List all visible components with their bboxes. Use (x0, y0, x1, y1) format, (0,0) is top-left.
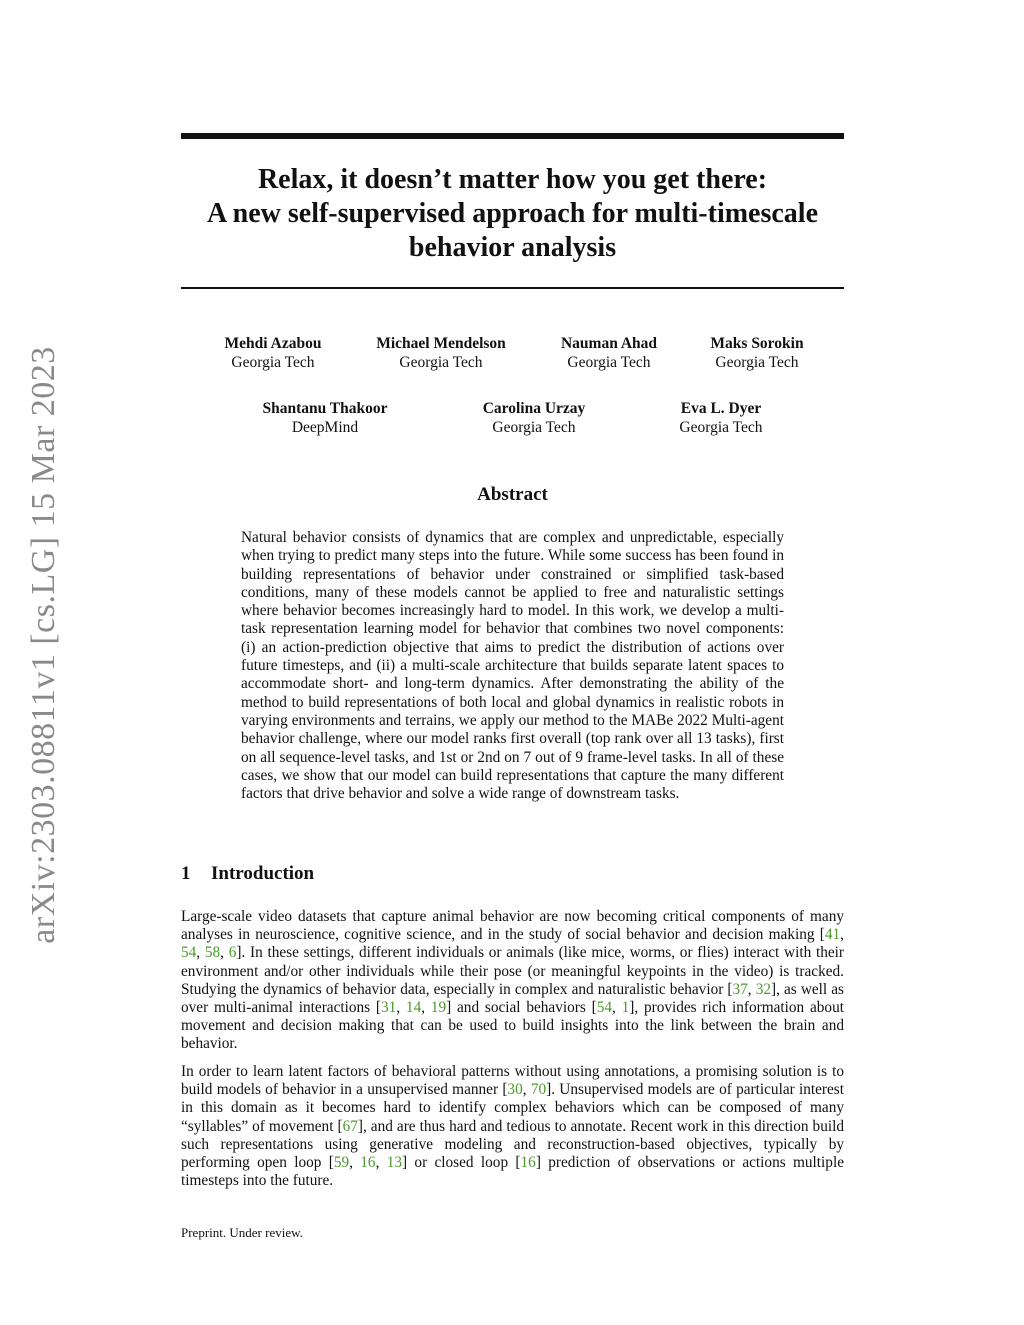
section-number: 1 (181, 863, 191, 884)
body-text: , (196, 944, 205, 962)
intro-paragraph-2 (181, 1063, 844, 1190)
body-text: , (522, 1081, 531, 1099)
author-name: Mehdi Azabou (224, 335, 322, 352)
citation-link[interactable]: 19 (430, 999, 447, 1017)
body-text: , (840, 926, 844, 944)
body-text: Large-scale video datasets that capture animal behavior are now becoming critical components of many analyses in neuroscience, cognitive science, and in the study of social behavior and decision making [ (181, 908, 844, 944)
author-affiliation: Georgia Tech (567, 354, 651, 371)
body-text: , (421, 999, 431, 1017)
footer-note: Preprint. Under review. (181, 1225, 303, 1240)
author-name: Shantanu Thakoor (262, 400, 388, 417)
author-name: Maks Sorokin (710, 335, 804, 352)
body-text: ], provides rich information about movement and decision making that can be used to build insights into the link between the brain and behavior. (181, 999, 844, 1053)
body-text: ] and social behaviors [ (446, 999, 597, 1017)
abstract-heading: Abstract (477, 484, 548, 505)
author-affiliation: Georgia Tech (231, 354, 315, 371)
author-block (225, 399, 425, 437)
body-text: ] prediction of observations or actions multiple timesteps into the future. (181, 1154, 844, 1190)
citation-link[interactable]: 31 (381, 999, 397, 1017)
body-text: , (349, 1154, 361, 1172)
author-name: Carolina Urzay (482, 400, 586, 417)
body-text: ]. In these settings, different individuals or animals (like mice, worms, or flies) interact with their environment and/or other individuals while their pose (or meaningful keypoints in the video) is tracked. Studying the dynamics of behavior data, especially in complex and naturalistic behavior [ (181, 944, 844, 998)
author-affiliation: Georgia Tech (399, 354, 483, 371)
citation-link[interactable]: 54 (596, 999, 612, 1017)
author-block (657, 334, 857, 372)
title-line-2: A new self-supervised approach for multi-timescale (206, 198, 819, 229)
title-top-rule (181, 133, 844, 139)
body-text: , (220, 944, 229, 962)
citation-link[interactable]: 54 (181, 944, 197, 962)
title-line-1: Relax, it doesn’t matter how you get there: (257, 164, 768, 195)
author-affiliation: DeepMind (291, 419, 359, 436)
section-heading (181, 863, 844, 885)
citation-link[interactable]: 1 (621, 999, 630, 1017)
body-text: ] or closed loop [ (402, 1154, 521, 1172)
body-text: In order to learn latent factors of behavioral patterns without using annotations, a promising solution is to build models of behavior in a unsupervised manner [ (181, 1063, 844, 1099)
citation-link[interactable]: 59 (333, 1154, 350, 1172)
citation-link[interactable]: 16 (520, 1154, 536, 1172)
body-text: , (611, 999, 622, 1017)
paper-title (181, 163, 844, 265)
author-affiliation: Georgia Tech (492, 419, 576, 436)
citation-link[interactable]: 14 (405, 999, 422, 1017)
title-line-3: behavior analysis (408, 232, 617, 263)
abstract-text: Natural behavior consists of dynamics that are complex and unpredictable, especially when trying to predict many steps into the future. While some success has been found in building representations of behavior under constrained or simplified task-based conditions, many of these models cannot be applied to free and naturalistic settings where behavior becomes increasingly hard to model. In this work, we develop a multi-task representation learning model for behavior that combines two novel components: (i) an action-prediction objective that aims to predict the distribution of actions over future timesteps, and (ii) a multi-scale architecture that builds separate latent spaces to accommodate short- and long-term dynamics. After demonstrating the ability of the method to build representations of both local and global dynamics in realistic robots in varying environments and terrains, we apply our method to the MABe 2022 Multi-agent behavior challenge, where our model ranks first overall (top rank over all 13 tasks), first on all sequence-level tasks, and 1st or 2nd on 7 out of 9 frame-level tasks. In all of these cases, we show that our model can build representations that capture the many different factors that drive behavior and solve a wide range of downstream tasks. (241, 529, 784, 803)
citation-link[interactable]: 16 (360, 1154, 376, 1172)
author-name: Eva L. Dyer (680, 400, 762, 417)
section-title: Introduction (211, 863, 315, 884)
citation-link[interactable]: 41 (824, 926, 841, 944)
citation-link[interactable]: 70 (530, 1081, 547, 1099)
body-text: ]. Unsupervised models are of particular interest in this domain as it becomes hard to identify complex behaviors which can be composed of many “syllables” of movement [ (181, 1081, 844, 1135)
intro-paragraph-1 (181, 908, 844, 1054)
citation-link[interactable]: 32 (755, 980, 771, 998)
citation-link[interactable]: 30 (507, 1081, 523, 1099)
citation-link[interactable]: 13 (386, 1154, 403, 1172)
author-block (621, 399, 821, 437)
body-text: ], and are thus hard and tedious to annotate. Recent work in this direction build such representations using generative modeling and reconstruction-based objectives, typically by performing open loop [ (181, 1117, 844, 1172)
title-bottom-rule (181, 287, 844, 289)
citation-link[interactable]: 37 (732, 980, 748, 998)
author-affiliation: Georgia Tech (715, 354, 799, 371)
author-block (434, 399, 634, 437)
body-text: ], as well as over multi-animal interactions [ (181, 980, 844, 1017)
author-name: Michael Mendelson (376, 335, 506, 352)
body-text: , (747, 980, 756, 998)
author-affiliation: Georgia Tech (679, 419, 763, 436)
body-text: , (396, 999, 406, 1017)
body-text: , (375, 1154, 387, 1172)
arxiv-stamp-text: arXiv:2303.08811v1 [cs.LG] 15 Mar 2023 (25, 346, 62, 944)
citation-link[interactable]: 6 (228, 944, 237, 962)
citation-link[interactable]: 58 (204, 944, 221, 962)
author-name: Nauman Ahad (560, 335, 658, 352)
citation-link[interactable]: 67 (342, 1117, 358, 1135)
